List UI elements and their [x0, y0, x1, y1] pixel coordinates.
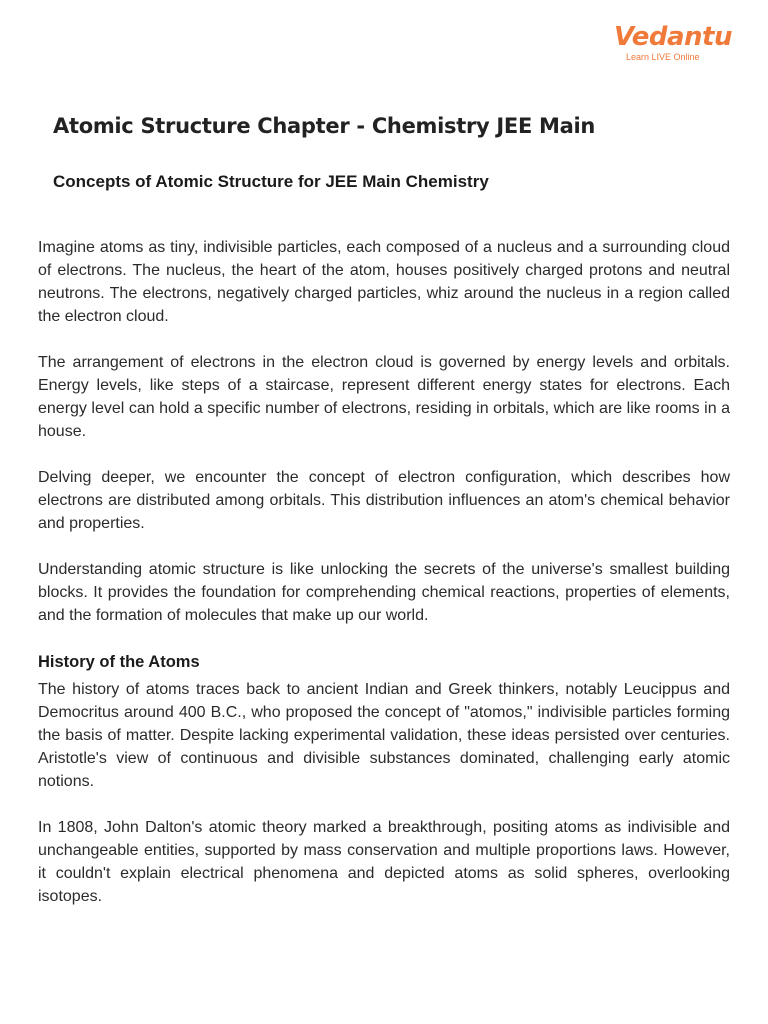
vedantu-logo — [614, 22, 732, 72]
history-paragraph: In 1808, John Dalton's atomic theory marked a breakthrough, positing atoms as indivisible and unchangeable entities, supported by mass conservation and multiple proportions laws. However, it couldn't explain electrical phenomena and depicted atoms as solid spheres, overlooking isotopes. — [38, 819, 730, 905]
logo-wordmark: Vedantu — [614, 22, 732, 52]
page-subtitle: Concepts of Atomic Structure for JEE Main Chemistry — [53, 172, 489, 191]
article-body — [38, 236, 730, 931]
logo-tagline: Learn LIVE Online — [626, 52, 700, 62]
history-paragraph: The history of atoms traces back to ancient Indian and Greek thinkers, notably Leucippus and Democritus around 400 B.C., who proposed the concept of "atomos," indivisible particles forming the basis of matter. Despite lacking experimental validation, these ideas persisted over centuries. Aristotle's view of continuous and divisible substances dominated, challenging early atomic notions. — [38, 681, 730, 790]
intro-paragraph: The arrangement of electrons in the electron cloud is governed by energy levels and orbitals. Energy levels, like steps of a staircase, represent different energy states for electrons. Each energy level can hold a specific number of electrons, residing in orbitals, which are like rooms in a house. — [38, 354, 730, 440]
intro-paragraph: Delving deeper, we encounter the concept of electron configuration, which describes how electrons are distributed among orbitals. This distribution influences an atom's chemical behavior and properties. — [38, 469, 730, 532]
intro-paragraph: Understanding atomic structure is like unlocking the secrets of the universe's smallest building blocks. It provides the foundation for comprehending chemical reactions, properties of elements, and the formation of molecules that make up our world. — [38, 561, 730, 624]
section-heading-history: History of the Atoms — [38, 653, 200, 671]
page-title: Atomic Structure Chapter - Chemistry JEE Main — [53, 114, 596, 138]
intro-paragraph: Imagine atoms as tiny, indivisible particles, each composed of a nucleus and a surrounding cloud of electrons. The nucleus, the heart of the atom, houses positively charged protons and neutral neutrons. The electrons, negatively charged particles, whiz around the nucleus in a region called the electron cloud. — [38, 239, 730, 325]
